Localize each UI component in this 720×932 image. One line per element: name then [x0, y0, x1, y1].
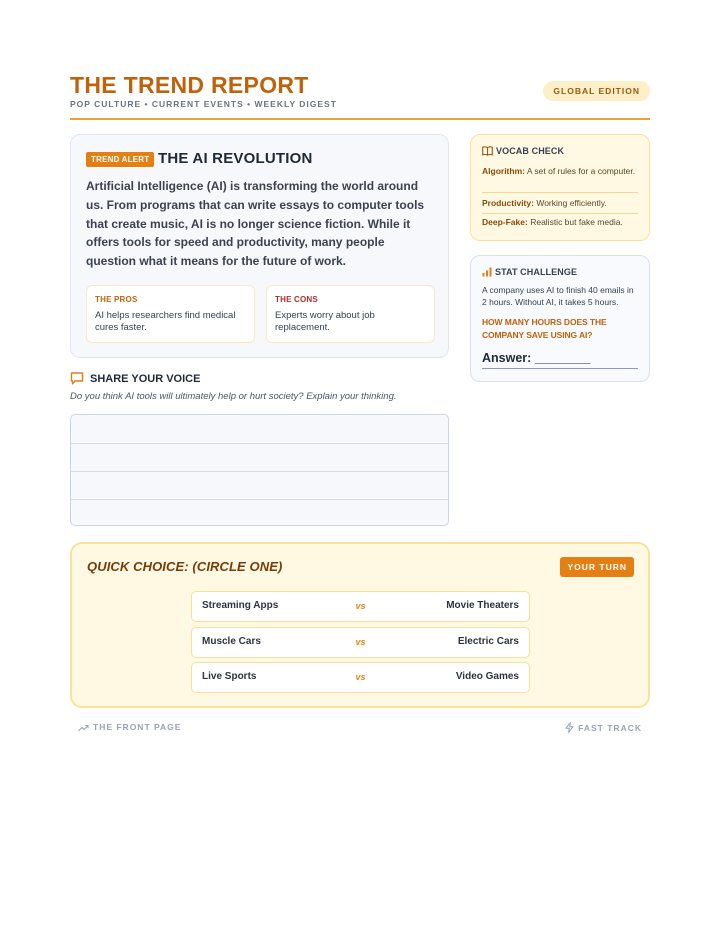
- choice-option-right[interactable]: Video Games: [455, 671, 519, 682]
- vocab-item-deep-fake: [482, 217, 638, 228]
- share-voice-prompt: Do you think AI tools will ultimately help or hurt society? Explain your thinking.: [70, 391, 397, 402]
- footer-fast-track: [565, 722, 642, 735]
- stat-heading: [482, 267, 577, 279]
- vocab-item-algorithm: [482, 166, 638, 177]
- page-title: THE TREND REPORT: [70, 72, 309, 98]
- book-icon: [482, 146, 493, 158]
- cons-box: [266, 285, 435, 343]
- article-body: Artificial Intelligence (AI) is transforming the world around us. From programs that can write essays to computer tools that create music, AI is no longer science fiction. While it offers tools for speed and productivity, many people question what it means for the future of work.: [86, 179, 425, 269]
- choice-row: [191, 591, 530, 622]
- footer-front-page: [78, 722, 181, 734]
- trend-alert-badge: TREND ALERT: [86, 152, 154, 167]
- vocab-definition: Realistic but fake media.: [530, 217, 623, 227]
- masthead: [70, 70, 650, 120]
- share-voice-heading-text: SHARE YOUR VOICE: [90, 373, 201, 385]
- response-writing-area[interactable]: [70, 414, 449, 526]
- choice-option-left[interactable]: Muscle Cars: [202, 636, 261, 647]
- vocab-term: Deep-Fake:: [482, 217, 528, 227]
- footer-left-text: THE FRONT PAGE: [93, 722, 182, 732]
- vocab-definition: Working efficiently.: [536, 198, 607, 208]
- choice-option-left[interactable]: Streaming Apps: [202, 600, 279, 611]
- divider: [482, 213, 638, 214]
- pros-box: [86, 285, 255, 343]
- chat-bubble-icon: [70, 372, 84, 388]
- trend-arrow-icon: [78, 724, 89, 734]
- stat-problem-text: A company uses AI to finish 40 emails in 2 hours. Without AI, it takes 5 hours.: [482, 285, 634, 307]
- vocab-heading: [482, 146, 564, 158]
- stat-question: HOW MANY HOURS DOES THE COMPANY SAVE USING AI?: [482, 317, 607, 340]
- vocab-term: Algorithm:: [482, 166, 525, 176]
- writing-line: [71, 499, 448, 500]
- vocab-check-box: [470, 134, 650, 241]
- writing-line: [71, 443, 448, 444]
- choice-row: [191, 627, 530, 658]
- lightning-icon: [565, 722, 574, 735]
- divider: [482, 192, 638, 193]
- article-card: [70, 134, 449, 358]
- stat-challenge-box: [470, 255, 650, 382]
- quick-choice-title: QUICK CHOICE: (CIRCLE ONE): [87, 559, 283, 574]
- quick-choice-box: [70, 542, 650, 708]
- bar-chart-icon: [482, 267, 492, 279]
- pros-text: AI helps researchers find medical cures faster.: [95, 310, 236, 333]
- page-subtitle: POP CULTURE • CURRENT EVENTS • WEEKLY DIGEST: [70, 99, 337, 109]
- vs-label: vs: [355, 637, 366, 647]
- vocab-heading-text: VOCAB CHECK: [496, 146, 565, 156]
- vs-label: vs: [355, 601, 366, 611]
- choice-row: [191, 662, 530, 693]
- article-title: THE AI REVOLUTION: [158, 150, 313, 167]
- share-voice-heading: [70, 372, 200, 388]
- choice-option-right[interactable]: Movie Theaters: [446, 600, 519, 611]
- stat-heading-text: STAT CHALLENGE: [495, 267, 578, 277]
- cons-heading: THE CONS: [275, 295, 318, 304]
- vocab-term: Productivity:: [482, 198, 534, 208]
- vocab-definition: A set of rules for a computer.: [526, 166, 636, 176]
- vocab-item-productivity: [482, 198, 638, 209]
- footer-right-text: FAST TRACK: [578, 723, 642, 733]
- vs-label: vs: [355, 672, 366, 682]
- writing-line: [71, 471, 448, 472]
- answer-line[interactable]: Answer: ________: [482, 351, 638, 369]
- pros-heading: THE PROS: [95, 295, 138, 304]
- choice-option-left[interactable]: Live Sports: [202, 671, 257, 682]
- cons-text: Experts worry about job replacement.: [275, 310, 375, 333]
- your-turn-badge: YOUR TURN: [560, 557, 634, 577]
- choice-option-right[interactable]: Electric Cars: [457, 636, 519, 647]
- edition-badge: GLOBAL EDITION: [543, 81, 650, 101]
